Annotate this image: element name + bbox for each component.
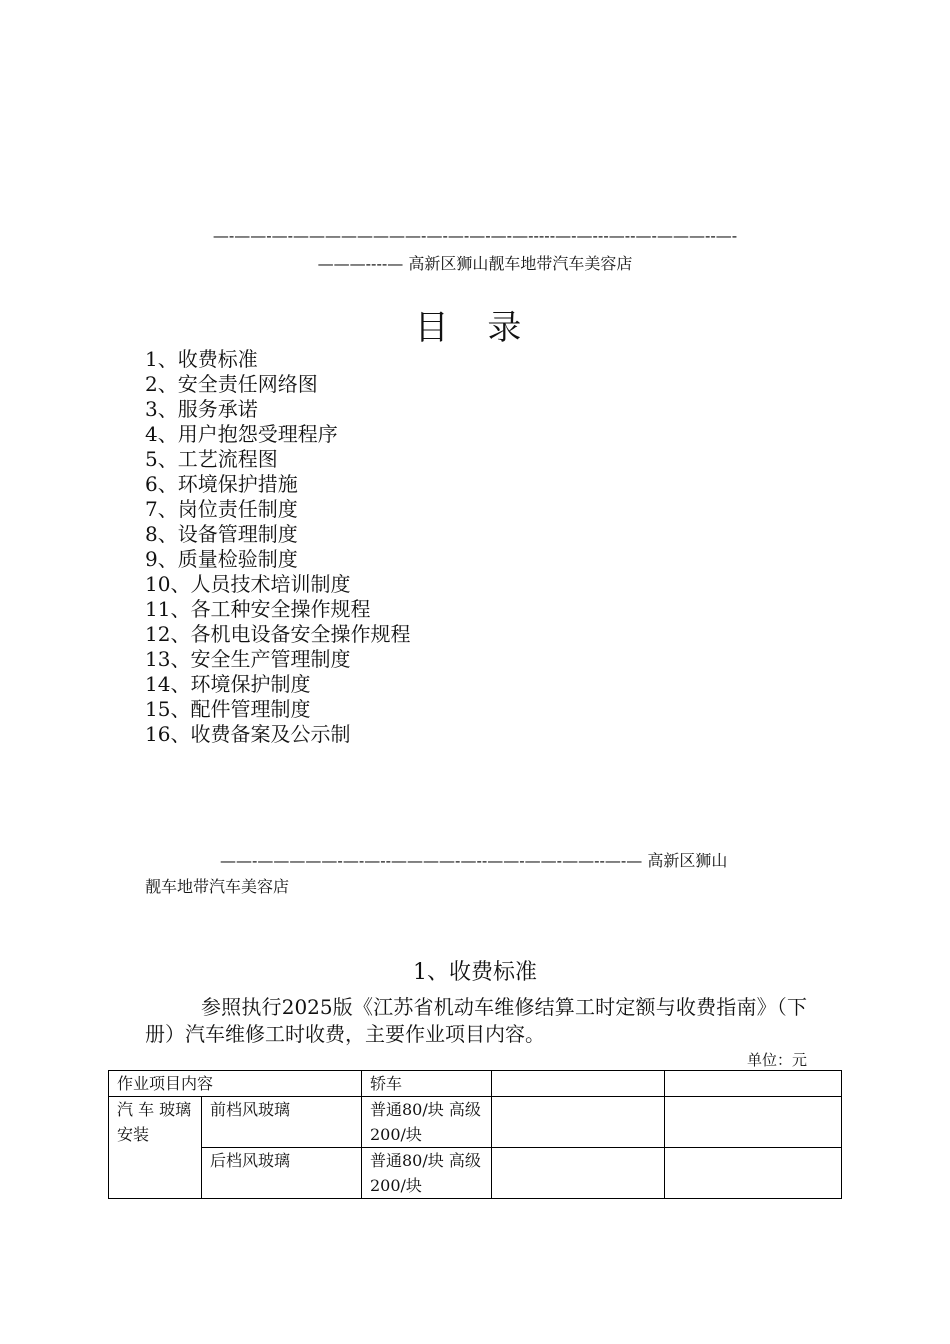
section-paragraph: 参照执行2025版《江苏省机动车维修结算工时定额与收费指南》（下册）汽车维修工时收费，主要作业项目内容。 <box>145 995 807 1046</box>
table-header-row <box>109 1071 842 1097</box>
toc-item: 14、环境保护制度 <box>145 672 311 696</box>
toc-title: 目 录 <box>414 308 536 348</box>
toc-item: 5、工艺流程图 <box>145 447 278 471</box>
empty-cell <box>492 1097 665 1148</box>
price-cell: 普通80/块 高级200/块 <box>362 1097 492 1148</box>
unit-label: 单位：元 <box>746 1051 807 1069</box>
footer-store-name: 靓车地带汽车美容店 <box>145 877 290 896</box>
header-cell-empty <box>492 1071 665 1097</box>
item-cell: 前档风玻璃 <box>202 1097 362 1148</box>
section-title: 1、收费标准 <box>413 960 537 985</box>
toc-item: 9、质量检验制度 <box>145 547 298 571</box>
toc-item: 10、人员技术培训制度 <box>145 572 351 596</box>
item-cell: 后档风玻璃 <box>202 1148 362 1199</box>
header-store-name: ———----— 高新区狮山靓车地带汽车美容店 <box>317 254 633 273</box>
empty-cell <box>492 1148 665 1199</box>
toc-item: 6、环境保护措施 <box>145 472 298 496</box>
empty-cell <box>665 1148 842 1199</box>
fee-table <box>108 1070 842 1199</box>
toc-item: 15、配件管理制度 <box>145 697 311 721</box>
group-label-cell: 汽 车 玻璃安装 <box>109 1097 202 1199</box>
toc-item: 3、服务承诺 <box>145 397 258 421</box>
toc-item: 7、岗位责任制度 <box>145 497 298 521</box>
toc-item: 8、设备管理制度 <box>145 522 298 546</box>
toc-item: 2、安全责任网络图 <box>145 372 318 396</box>
header-dash-line: —-——-—-————————-—-—-—-—-—-----—-—---—--—-———--—- <box>212 226 738 245</box>
header-cell-sedan: 轿车 <box>362 1071 492 1097</box>
toc-item: 4、用户抱怨受理程序 <box>145 422 338 446</box>
header-cell-empty <box>665 1071 842 1097</box>
footer-dash-line: ——-—————-—-—--————-—--——-——-——--—-— 高新区狮山 <box>220 851 728 870</box>
toc-item: 12、各机电设备安全操作规程 <box>145 622 411 646</box>
toc-item: 16、收费备案及公示制 <box>145 722 351 746</box>
toc-item: 11、各工种安全操作规程 <box>145 597 371 621</box>
empty-cell <box>665 1097 842 1148</box>
toc-item: 1、收费标准 <box>145 347 258 371</box>
header-cell-item: 作业项目内容 <box>109 1071 362 1097</box>
table-row <box>109 1097 842 1148</box>
price-cell: 普通80/块 高级200/块 <box>362 1148 492 1199</box>
toc-list <box>145 347 410 747</box>
toc-item: 13、安全生产管理制度 <box>145 647 351 671</box>
table-row <box>109 1148 842 1199</box>
